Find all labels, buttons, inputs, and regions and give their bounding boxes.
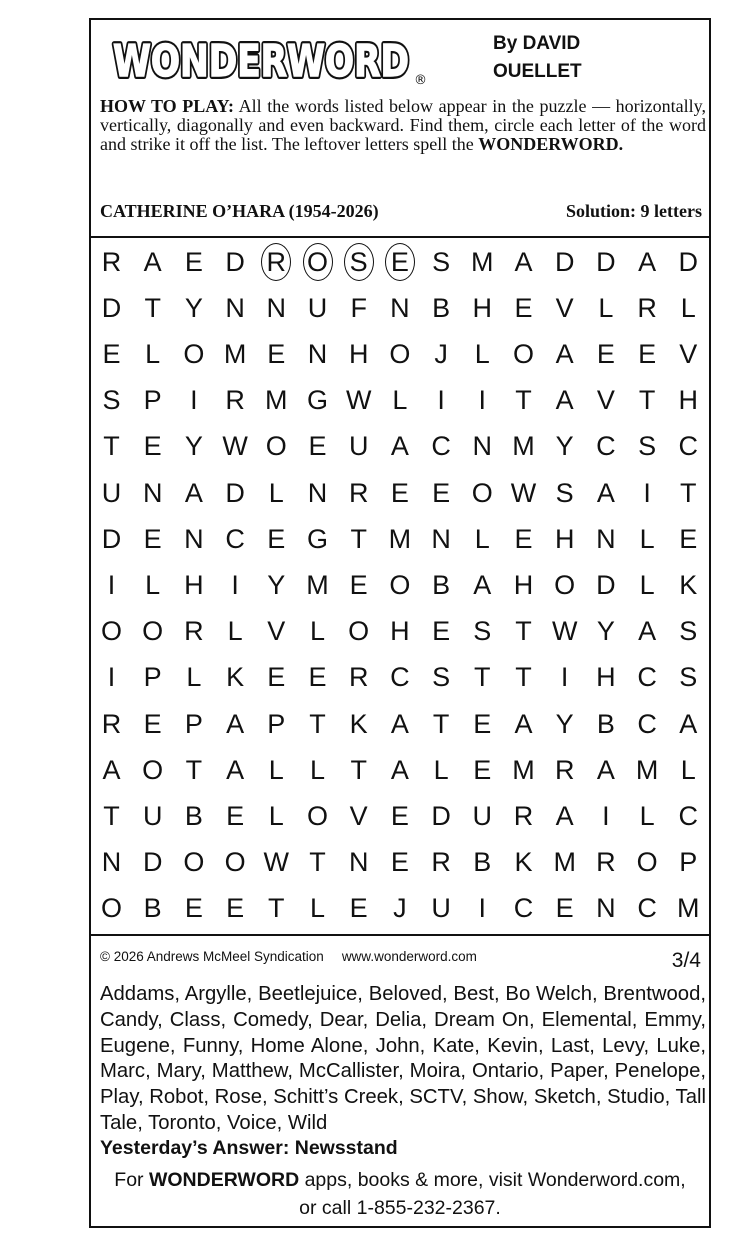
grid-cell: I (643, 477, 651, 508)
grid-cell: T (103, 431, 120, 462)
grid-cell: T (185, 754, 203, 785)
grid-cell: S (473, 616, 492, 647)
grid-cell: R (101, 246, 122, 277)
grid-cell: I (478, 385, 487, 416)
grid-cell: E (226, 800, 245, 831)
grid-cell: U (142, 800, 163, 831)
grid-cell: T (515, 385, 532, 416)
grid-cell: O (389, 338, 411, 369)
grid-cell: A (390, 431, 409, 462)
grid-cell: Y (184, 431, 203, 462)
grid-cell: E (473, 754, 492, 785)
grid-cell: T (432, 708, 450, 739)
grid-cell: H (184, 569, 204, 600)
puzzle-date: 3/4 (671, 949, 701, 972)
grid-cell: E (308, 431, 327, 462)
grid-cell: D (225, 477, 245, 508)
grid-cell: T (638, 385, 656, 416)
grid-cell: D (142, 847, 163, 878)
grid-cell: P (184, 708, 203, 739)
grid-cell: S (432, 662, 451, 693)
grid-cell: R (513, 800, 534, 831)
grid-cell: L (680, 754, 696, 785)
grid-cell: C (225, 523, 245, 554)
solution-length: Solution: 9 letters (566, 201, 702, 221)
grid-cell (297, 239, 338, 285)
grid-cell: L (268, 754, 284, 785)
grid-cell: A (226, 708, 245, 739)
grid-cell (338, 239, 379, 285)
grid-cell: C (637, 662, 657, 693)
grid-cell: E (390, 800, 409, 831)
grid-cell: M (306, 569, 329, 600)
grid-cell: E (390, 847, 409, 878)
grid-cell: R (596, 847, 616, 878)
grid-cell: I (190, 385, 198, 416)
grid-cell: V (679, 338, 698, 369)
grid-cell: U (431, 893, 451, 924)
grid-cell: T (350, 754, 367, 785)
grid-cell: T (309, 708, 326, 739)
grid-cell: D (554, 246, 575, 277)
grid-cell: A (102, 754, 121, 785)
grid-cell: D (431, 800, 451, 831)
grid-cell: L (309, 754, 326, 785)
grid-cell: L (433, 754, 449, 785)
grid-cell: O (142, 754, 164, 785)
grid-cell: O (471, 477, 493, 508)
grid-cell: S (638, 431, 657, 462)
grid-cell: W (222, 431, 248, 462)
grid-cell: V (555, 292, 574, 323)
grid-cell: W (263, 847, 290, 878)
grid-cell: O (512, 338, 534, 369)
grid-cell: O (554, 569, 576, 600)
grid-cell: A (184, 477, 203, 508)
grid-cell: A (514, 246, 533, 277)
grid-cell: B (432, 292, 451, 323)
grid-cell: N (225, 292, 245, 323)
grid-cell: E (432, 477, 451, 508)
grid-cell: F (350, 292, 367, 323)
promo (91, 1166, 709, 1222)
grid-cell: E (679, 523, 698, 554)
grid-cell: E (267, 523, 286, 554)
grid-cell: L (474, 523, 490, 554)
circled-letter: S (344, 243, 374, 281)
grid-cell: B (432, 569, 451, 600)
grid-cell: O (142, 616, 164, 647)
grid-cell: O (389, 569, 411, 600)
grid-cell: T (515, 662, 532, 693)
grid-cell: G (306, 523, 328, 554)
grid-cell: C (637, 708, 657, 739)
grid-cell: A (143, 246, 162, 277)
grid-cell: D (678, 246, 699, 277)
grid-cell: E (638, 338, 657, 369)
grid-cell: U (348, 431, 369, 462)
grid-cell: C (431, 431, 451, 462)
grid-cell: M (265, 385, 288, 416)
grid-cell: R (637, 292, 657, 323)
grid-cell: T (103, 800, 120, 831)
grid-cell: E (349, 893, 368, 924)
grid-cell: K (679, 569, 698, 600)
grid-cell: N (596, 523, 616, 554)
grid-cell: E (596, 338, 615, 369)
grid-cell: N (390, 292, 410, 323)
byline-line-2: OUELLET (493, 61, 582, 82)
grid-cell: B (143, 893, 162, 924)
grid-cell: M (512, 431, 535, 462)
grid-cell: D (596, 569, 616, 600)
grid-cell: K (226, 662, 245, 693)
grid-cell: B (184, 800, 203, 831)
byline-line-1: By DAVID (493, 33, 581, 54)
grid-cell: N (596, 893, 616, 924)
grid-cell: J (434, 338, 448, 369)
copyright-line (100, 949, 495, 964)
grid-cell: N (472, 431, 493, 462)
grid-cell: A (555, 800, 574, 831)
grid-cell: E (102, 338, 121, 369)
grid-cell: A (555, 385, 574, 416)
grid-cell: L (639, 800, 655, 831)
grid-cell: I (107, 569, 116, 600)
grid-cell: Y (596, 616, 615, 647)
grid-cell: A (596, 754, 615, 785)
grid-cell: P (267, 708, 286, 739)
grid-cell: L (392, 385, 408, 416)
grid-cell: E (514, 292, 533, 323)
grid-cell: Y (184, 292, 203, 323)
wonderword-logo (111, 28, 431, 88)
grid-cell: G (306, 385, 328, 416)
grid-cell: C (390, 662, 410, 693)
grid-cell: M (553, 847, 576, 878)
grid-cell: L (680, 292, 696, 323)
grid-cell: R (101, 708, 122, 739)
website: www.wonderword.com (341, 949, 477, 964)
grid-cell: E (555, 893, 574, 924)
grid-cell: C (596, 431, 616, 462)
grid-cell: E (390, 477, 409, 508)
grid-cell: W (345, 385, 372, 416)
grid-cell: T (350, 523, 367, 554)
grid-cell: C (678, 431, 699, 462)
grid-cell: H (678, 385, 699, 416)
grid-cell: H (596, 662, 616, 693)
grid-cell: I (602, 800, 610, 831)
grid-cell: U (472, 800, 493, 831)
grid-cell: M (512, 754, 535, 785)
grid-cell: S (679, 662, 698, 693)
grid-cell: O (636, 847, 658, 878)
grid-cell: T (309, 847, 326, 878)
grid-cell: N (431, 523, 451, 554)
grid-cell: R (431, 847, 451, 878)
grid-cell: D (101, 292, 122, 323)
grid-cell: A (226, 754, 245, 785)
how-to-play-tail: WONDERWORD. (478, 134, 624, 154)
grid-cell: L (309, 893, 326, 924)
grid-cell: O (100, 616, 122, 647)
grid-cell (379, 239, 420, 285)
grid-cell: R (348, 477, 369, 508)
grid-cell: A (390, 754, 409, 785)
grid-cell (256, 239, 297, 285)
grid-cell: E (514, 523, 533, 554)
grid-cell: M (223, 338, 247, 369)
grid-cell: S (555, 477, 574, 508)
grid-cell: R (225, 385, 245, 416)
grid-cell: V (267, 616, 286, 647)
circled-letter: R (261, 243, 291, 281)
grid-cell: C (513, 893, 534, 924)
byline (493, 30, 582, 86)
grid-cell: D (596, 246, 616, 277)
grid-cell: M (635, 754, 659, 785)
grid-cell: E (267, 338, 286, 369)
grid-cell: W (551, 616, 578, 647)
promo-line-2: or call 1-855-232-2367. (299, 1197, 501, 1219)
grid-cell: N (142, 477, 163, 508)
grid-cell: T (474, 662, 491, 693)
grid-cell: O (348, 616, 370, 647)
grid-cell: S (679, 616, 698, 647)
grid-cell: L (227, 616, 243, 647)
grid-cell: N (348, 847, 369, 878)
grid-cell: E (308, 662, 327, 693)
grid-cell: I (437, 385, 445, 416)
grid-cell: U (307, 292, 328, 323)
svg-text:WONDERWORD: WONDERWORD (113, 36, 409, 87)
svg-text:®: ® (414, 73, 427, 88)
grid-cell: A (473, 569, 492, 600)
grid-cell: E (473, 708, 492, 739)
grid-cell: M (677, 893, 700, 924)
grid-cell: T (680, 477, 697, 508)
grid-cell: D (225, 246, 245, 277)
grid-cell: L (309, 616, 326, 647)
grid-cell: L (268, 800, 284, 831)
grid-cell: D (101, 523, 122, 554)
grid-cell: O (100, 893, 122, 924)
grid-cell: L (639, 523, 655, 554)
grid-cell: Y (267, 569, 286, 600)
promo-line-1: For WONDERWORD apps, books & more, visit Wonderword.com, (114, 1169, 686, 1191)
grid-cell: M (471, 246, 494, 277)
copyright: © 2026 Andrews McMeel Syndication (100, 949, 324, 964)
grid-cell: T (515, 616, 532, 647)
grid-cell: E (143, 523, 162, 554)
grid-cell: A (638, 246, 657, 277)
grid-cell: O (224, 847, 246, 878)
grid-cell: B (473, 847, 492, 878)
grid-cell: A (679, 708, 698, 739)
grid-cell: A (514, 708, 533, 739)
grid-cell: P (143, 662, 162, 693)
grid-cell: V (596, 385, 615, 416)
grid-cell: A (596, 477, 615, 508)
grid-cell: C (637, 893, 657, 924)
grid-cell: C (678, 800, 699, 831)
grid-cell: E (349, 569, 368, 600)
grid-cell: L (598, 292, 614, 323)
grid-cell: O (183, 338, 205, 369)
grid-cell: H (348, 338, 369, 369)
grid-cell: I (560, 662, 569, 693)
how-to-play-text: All the words listed below appear in the puzzle — horizontally, vertically, diagonally and even backward. Find them, circle each letter of the word and strike it off the list. The leftover letters spell the (100, 96, 706, 154)
puzzle-subject: CATHERINE O’HARA (1954-2026) (100, 201, 379, 221)
grid-cell: T (144, 292, 161, 323)
grid-cell: R (348, 662, 369, 693)
grid-cell: E (226, 893, 245, 924)
grid-cell: I (478, 893, 487, 924)
grid-cell: J (393, 893, 407, 924)
grid-cell: L (145, 338, 161, 369)
grid-cell: O (265, 431, 287, 462)
grid-cell: L (186, 662, 202, 693)
how-to-play (100, 97, 706, 154)
grid-cell: I (107, 662, 116, 693)
grid-cell: H (472, 292, 493, 323)
divider-bottom (91, 934, 709, 936)
grid-cell: Y (555, 431, 574, 462)
grid-cell: V (349, 800, 368, 831)
grid-cell: S (432, 246, 451, 277)
grid-cell: N (184, 523, 204, 554)
grid-cell: E (184, 246, 203, 277)
grid-cell: B (596, 708, 615, 739)
grid-cell: O (183, 847, 205, 878)
yesterdays-answer: Yesterday’s Answer: Newsstand (100, 1137, 398, 1159)
grid-cell: H (554, 523, 575, 554)
grid-cell: L (639, 569, 655, 600)
svg-text:WONDERWORD: WONDERWORD (113, 36, 409, 87)
puzzle-frame (89, 18, 711, 1228)
grid-cell: L (268, 477, 284, 508)
grid-cell: N (266, 292, 287, 323)
grid-cell: A (555, 338, 574, 369)
grid-cell: U (101, 477, 122, 508)
grid-cell: H (513, 569, 534, 600)
grid-cell: E (143, 431, 162, 462)
grid-cell: R (184, 616, 204, 647)
grid-cell: O (306, 800, 328, 831)
grid-cell: S (102, 385, 121, 416)
grid-cell: E (432, 616, 451, 647)
circled-letter: O (303, 243, 333, 281)
grid-cell: L (474, 338, 490, 369)
grid-cell: E (184, 893, 203, 924)
grid-cell: R (554, 754, 575, 785)
grid-cell: W (510, 477, 537, 508)
grid-cell: K (514, 847, 533, 878)
grid-cell: L (145, 569, 161, 600)
how-to-play-label: HOW TO PLAY: (100, 96, 234, 116)
word-list: Addams, Argylle, Beetlejuice, Beloved, Best, Bo Welch, Brentwood, Candy, Class, Comedy, Dear, Delia, Dream On, Elemental, Emmy, Eugene, Funny, Home Alone, John, Kate, Kevin, Last, Levy, Luke, Marc, Mary, Matthew, McCallister, Moira, Ontario, Paper, Penelope, Play, Robot, Rose, Schitt’s Creek, SCTV, Show, Sketch, Studio, Tall Tale, Toronto, Voice, Wild (100, 983, 706, 1134)
grid-cell: Y (555, 708, 574, 739)
grid-cell: P (143, 385, 162, 416)
circled-letter: E (385, 243, 415, 281)
grid-cell: A (638, 616, 657, 647)
grid-cell: A (390, 708, 409, 739)
grid-cell: N (101, 847, 122, 878)
grid-cell: H (390, 616, 410, 647)
letter-grid (91, 239, 709, 932)
grid-cell: K (349, 708, 368, 739)
grid-cell: M (388, 523, 412, 554)
divider-top (91, 236, 709, 238)
grid-cell: N (307, 477, 328, 508)
grid-cell: E (143, 708, 162, 739)
grid-cell: E (267, 662, 286, 693)
grid-cell: I (231, 569, 239, 600)
grid-cell: P (679, 847, 698, 878)
grid-cell: T (268, 893, 285, 924)
grid-cell: N (307, 338, 328, 369)
